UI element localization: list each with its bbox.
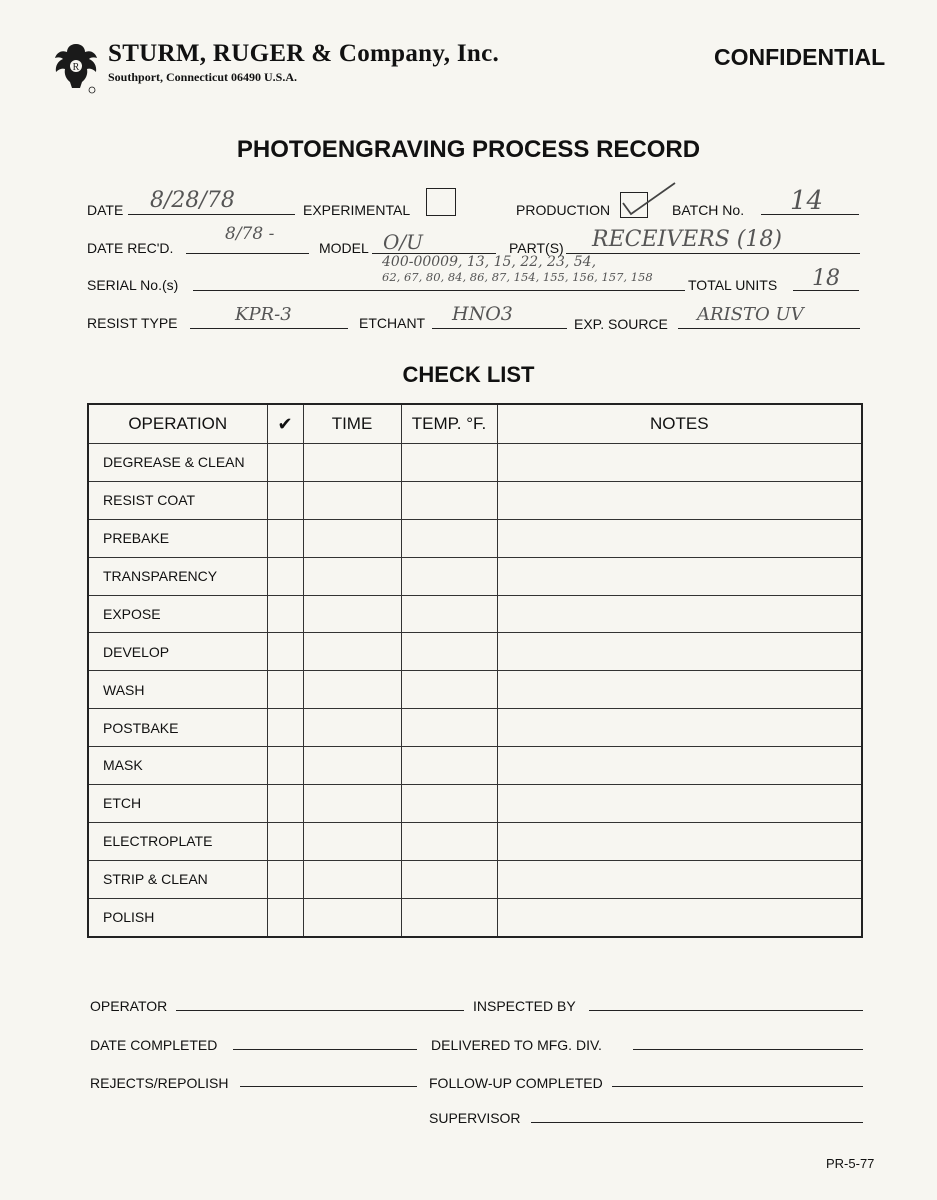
parts-line [566, 253, 860, 254]
eagle-logo-icon [52, 38, 100, 94]
production-label: PRODUCTION [516, 202, 611, 218]
check-cell[interactable] [267, 519, 303, 557]
operation-cell: ETCH [88, 784, 267, 822]
parts-label: PART(S) [509, 240, 564, 256]
check-cell[interactable] [267, 898, 303, 937]
date-recd-value[interactable]: 8/78 - [225, 224, 275, 244]
supervisor-label: SUPERVISOR [429, 1110, 521, 1126]
temp-cell[interactable] [401, 481, 497, 519]
operation-cell: EXPOSE [88, 595, 267, 633]
check-cell[interactable] [267, 595, 303, 633]
temp-cell[interactable] [401, 671, 497, 709]
date-line [128, 214, 295, 215]
notes-cell[interactable] [497, 444, 862, 482]
operation-cell: DEGREASE & CLEAN [88, 444, 267, 482]
time-cell[interactable] [303, 595, 401, 633]
notes-cell[interactable] [497, 481, 862, 519]
operation-cell: POLISH [88, 898, 267, 937]
temp-cell[interactable] [401, 519, 497, 557]
table-row [88, 633, 862, 671]
time-cell[interactable] [303, 444, 401, 482]
serial-value-line1[interactable]: 400-00009, 13, 15, 22, 23, 54, [382, 254, 597, 270]
serial-value-line2[interactable]: 62, 67, 80, 84, 86, 87, 154, 155, 156, 157, 158 [382, 270, 653, 284]
model-value[interactable]: O/U [383, 230, 423, 254]
notes-cell[interactable] [497, 519, 862, 557]
time-cell[interactable] [303, 784, 401, 822]
date-recd-line [186, 253, 309, 254]
notes-cell[interactable] [497, 557, 862, 595]
model-label: MODEL [319, 240, 369, 256]
time-cell[interactable] [303, 633, 401, 671]
experimental-label: EXPERIMENTAL [303, 202, 411, 218]
notes-cell[interactable] [497, 747, 862, 785]
temp-cell[interactable] [401, 444, 497, 482]
rejects-label: REJECTS/REPOLISH [90, 1075, 229, 1091]
temp-cell[interactable] [401, 557, 497, 595]
operation-cell: POSTBAKE [88, 709, 267, 747]
etchant-value[interactable]: HNO3 [452, 303, 513, 325]
time-cell[interactable] [303, 822, 401, 860]
table-row [88, 784, 862, 822]
form-code: PR-5-77 [826, 1156, 875, 1171]
table-row [88, 747, 862, 785]
operation-cell: WASH [88, 671, 267, 709]
exp-source-line [678, 328, 860, 329]
time-cell[interactable] [303, 481, 401, 519]
table-row [88, 671, 862, 709]
notes-cell[interactable] [497, 671, 862, 709]
check-cell[interactable] [267, 784, 303, 822]
notes-cell[interactable] [497, 709, 862, 747]
check-cell[interactable] [267, 557, 303, 595]
operation-cell: TRANSPARENCY [88, 557, 267, 595]
check-cell[interactable] [267, 860, 303, 898]
follow-up-label: FOLLOW-UP COMPLETED [429, 1075, 603, 1091]
temp-cell[interactable] [401, 709, 497, 747]
check-cell[interactable] [267, 709, 303, 747]
check-mark-icon [617, 181, 677, 215]
inspected-by-label: INSPECTED BY [473, 998, 576, 1014]
check-cell[interactable] [267, 633, 303, 671]
date-label: DATE [87, 202, 124, 218]
notes-cell[interactable] [497, 898, 862, 937]
time-cell[interactable] [303, 557, 401, 595]
time-header: TIME [303, 404, 401, 444]
operation-cell: DEVELOP [88, 633, 267, 671]
operation-header: OPERATION [88, 404, 267, 444]
notes-cell[interactable] [497, 633, 862, 671]
time-cell[interactable] [303, 671, 401, 709]
table-row [88, 481, 862, 519]
table-row [88, 444, 862, 482]
operator-line[interactable] [176, 1010, 464, 1011]
notes-cell[interactable] [497, 822, 862, 860]
check-cell[interactable] [267, 481, 303, 519]
date-value[interactable]: 8/28/78 [150, 188, 235, 213]
time-cell[interactable] [303, 747, 401, 785]
notes-header: NOTES [497, 404, 862, 444]
delivered-line[interactable] [633, 1049, 863, 1050]
check-cell[interactable] [267, 671, 303, 709]
notes-cell[interactable] [497, 860, 862, 898]
operation-cell: MASK [88, 747, 267, 785]
production-checkbox[interactable] [620, 192, 648, 218]
resist-type-line [190, 328, 348, 329]
etchant-line [432, 328, 567, 329]
total-units-label: TOTAL UNITS [688, 277, 778, 293]
svg-text:R: R [72, 62, 80, 73]
serial-line [193, 290, 685, 291]
checklist-table [87, 403, 863, 938]
check-header: ✔ [267, 404, 303, 444]
time-cell[interactable] [303, 898, 401, 937]
date-completed-label: DATE COMPLETED [90, 1037, 218, 1053]
operation-cell: ELECTROPLATE [88, 822, 267, 860]
temp-cell[interactable] [401, 633, 497, 671]
table-row [88, 595, 862, 633]
checklist-title: CHECK LIST [402, 362, 535, 387]
checklist-header-row [88, 404, 862, 444]
temp-header: TEMP. °F. [401, 404, 497, 444]
etchant-label: ETCHANT [359, 315, 426, 331]
table-row [88, 709, 862, 747]
table-row [88, 822, 862, 860]
supervisor-line[interactable] [531, 1122, 863, 1123]
temp-cell[interactable] [401, 860, 497, 898]
table-row [88, 860, 862, 898]
check-cell[interactable] [267, 444, 303, 482]
resist-type-value[interactable]: KPR-3 [235, 304, 292, 325]
table-row [88, 557, 862, 595]
temp-cell[interactable] [401, 595, 497, 633]
check-cell[interactable] [267, 747, 303, 785]
exp-source-value[interactable]: ARISTO UV [697, 304, 804, 325]
batch-value[interactable]: 14 [790, 186, 824, 216]
temp-cell[interactable] [401, 822, 497, 860]
operation-cell: STRIP & CLEAN [88, 860, 267, 898]
company-address: Southport, Connecticut 06490 U.S.A. [108, 70, 298, 84]
notes-cell[interactable] [497, 595, 862, 633]
batch-label: BATCH No. [672, 202, 745, 218]
operation-cell: PREBAKE [88, 519, 267, 557]
company-name: STURM, RUGER & Company, Inc. [108, 40, 500, 67]
date-completed-line[interactable] [233, 1049, 417, 1050]
temp-cell[interactable] [401, 898, 497, 937]
page-title: PHOTOENGRAVING PROCESS RECORD [236, 136, 701, 163]
notes-cell[interactable] [497, 784, 862, 822]
exp-source-label: EXP. SOURCE [574, 316, 668, 332]
total-units-value[interactable]: 18 [812, 266, 840, 291]
serial-label: SERIAL No.(s) [87, 277, 179, 293]
operation-cell: RESIST COAT [88, 481, 267, 519]
check-cell[interactable] [267, 822, 303, 860]
temp-cell[interactable] [401, 784, 497, 822]
delivered-label: DELIVERED TO MFG. DIV. [431, 1037, 602, 1053]
confidential-label: CONFIDENTIAL [714, 44, 886, 70]
table-row [88, 519, 862, 557]
date-recd-label: DATE REC'D. [87, 240, 174, 256]
resist-type-label: RESIST TYPE [87, 315, 178, 331]
time-cell[interactable] [303, 519, 401, 557]
inspected-by-line[interactable] [589, 1010, 863, 1011]
parts-value[interactable]: RECEIVERS (18) [592, 227, 782, 252]
temp-cell[interactable] [401, 747, 497, 785]
follow-up-line[interactable] [612, 1086, 863, 1087]
time-cell[interactable] [303, 709, 401, 747]
operator-label: OPERATOR [90, 998, 168, 1014]
rejects-line[interactable] [240, 1086, 417, 1087]
time-cell[interactable] [303, 860, 401, 898]
table-row [88, 898, 862, 937]
experimental-checkbox[interactable] [426, 188, 456, 216]
